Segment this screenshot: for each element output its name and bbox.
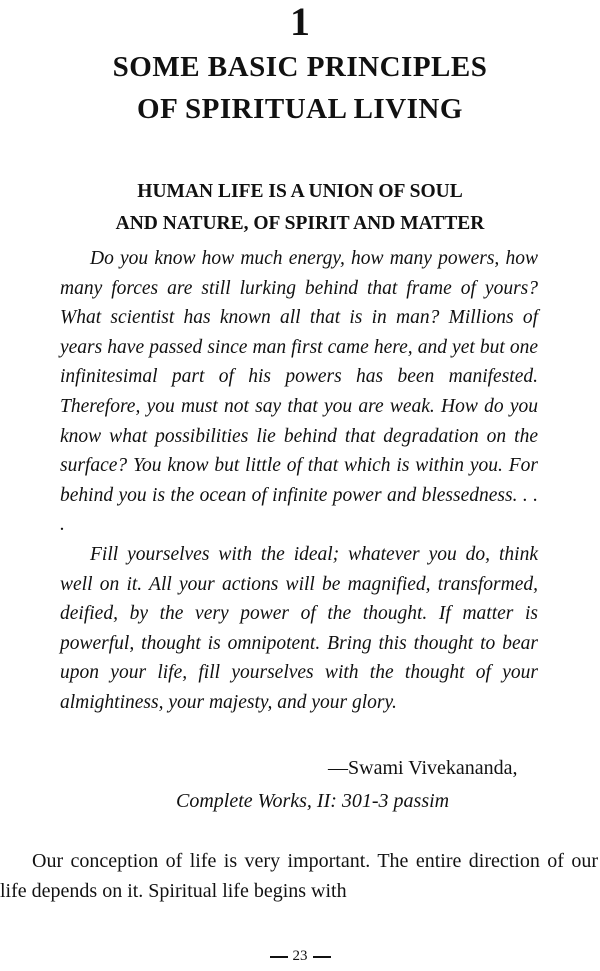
- quote-paragraph-1: Do you know how much energy, how many powers, how many forces are still lurking behind that frame of yours? What scientist has known all that is in man? Millions of years have passed since man first came here, and yet but one infinitesimal part of his powers has been manifested. Therefore, you must not say that you are weak. How do you know what possibilities lie behind that degradation on the surface? You know but little of that which is within you. For behind you is the ocean of infinite power and blessedness. . . .: [60, 248, 538, 536]
- quote-attribution: [0, 752, 600, 818]
- folio-dash-right: [313, 956, 331, 958]
- epigraph-quote: [60, 244, 538, 718]
- body-paragraph: Our conception of life is very important. The entire direction of our life depends on it. Spiritual life begins with: [0, 850, 598, 902]
- section-heading: [0, 176, 600, 240]
- chapter-number: 1: [290, 0, 310, 44]
- attribution-source: Complete Works, II: 301-3 passim: [176, 790, 450, 812]
- section-heading-line-2: AND NATURE, OF SPIRIT AND MATTER: [115, 213, 485, 234]
- page-number-footer: [0, 946, 600, 966]
- quote-paragraph-2: Fill yourselves with the ideal; whatever you do, think well on it. All your actions will be magnified, transformed, deified, by the very power of the thought. If matter is powerful, thought is omnipotent. Bring this thought to bear upon your life, fill yourselves with the thought of your almightiness, your majesty, and your glory.: [60, 543, 538, 713]
- section-heading-line-1: HUMAN LIFE IS A UNION OF SOUL: [137, 181, 463, 202]
- chapter-title: [0, 46, 600, 130]
- body-text: [0, 846, 598, 906]
- chapter-title-line-2: OF SPIRITUAL LIVING: [137, 93, 463, 125]
- page-number: 23: [292, 948, 308, 964]
- chapter-title-line-1: SOME BASIC PRINCIPLES: [112, 51, 488, 83]
- folio-dash-left: [270, 956, 288, 958]
- attribution-author: —Swami Vivekananda,: [328, 757, 518, 779]
